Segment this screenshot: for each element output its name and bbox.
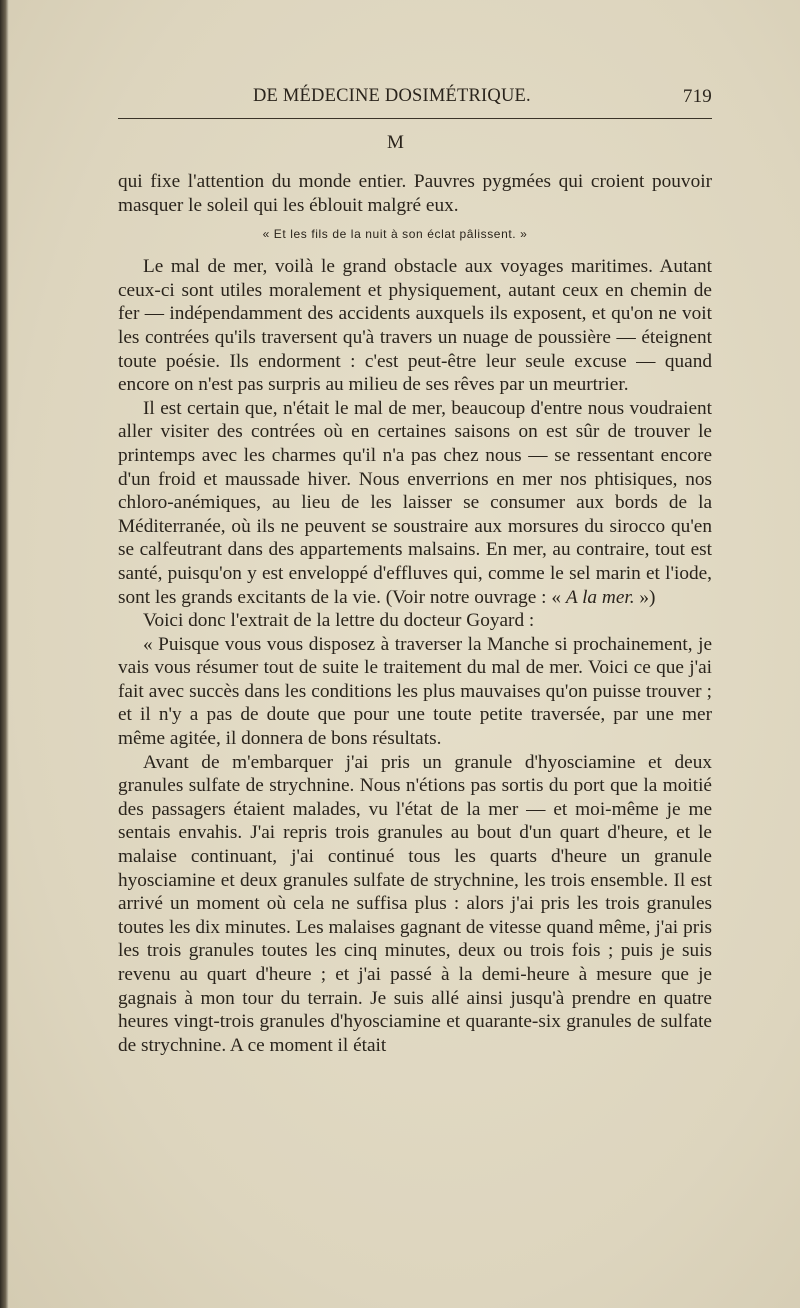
- section-letter: M: [387, 132, 405, 153]
- paragraph-certain-text: Il est certain que, n'était le mal de mer, beaucoup d'entre nous voudraient aller visiter des contrées où en certaines saisons on est sûr de trouver le printemps avec les charmes qu'il n'a pas chez nous — se ressentant encore d'un froid et maussade hiver. Nous enverrions en mer nos phtisiques, nos chloro-anémiques, au lieu de les laisser se consumer aux bords de la Méditerranée, où ils ne peuvent se soustraire aux morsures du sirocco qu'en se calfeutrant dans des appartements malsains. En mer, au contraire, tout est santé, puisqu'on y est enveloppé d'effluves qui, comme le sel marin et l'iode, sont les grands excitants de la vie. (Voir notre ouvrage : «: [118, 397, 712, 608]
- running-title: DE MÉDECINE DOSIMÉTRIQUE.: [253, 86, 531, 106]
- paragraph-letter-intro: Voici donc l'extrait de la lettre du docteur Goyard :: [143, 610, 535, 632]
- paragraph-certain-close: »): [639, 586, 656, 608]
- paragraph-mal-de-mer: Le mal de mer, voilà le grand obstacle aux voyages maritimes. Autant ceux-ci sont utiles moralement et physiquement, autant ceux en chemin de fer — indépendamment des accidents auxquels ils exposent, et qu'on ne voit les contrées qu'ils traversent qu'à travers un nuage de poussière — éteignent toute poésie. Ils endorment : c'est peut-être leur seule excuse — quand encore on n'est pas surpris au milieu de ses rêves par un meurtrier.: [118, 256, 712, 396]
- paragraph-embarquer: Avant de m'embarquer j'ai pris un granule d'hyosciamine et deux granules sulfate de strychnine. Nous n'étions pas sortis du port que la moitié des passagers étaient malades, vu l'état de la mer — et moi-même je me sentais envahis. J'ai repris trois granules au bout d'un quart d'heure, et le malaise continuant, j'ai continué tous les quarts d'heure un granule hyosciamine et deux granules sulfate de strychnine, les trois ensemble. Il est arrivé un moment où cela ne suffisa plus : alors j'ai pris les trois granules toutes les dix minutes. Les malaises gagnant de vitesse quand même, j'ai pris les trois granules toutes les cinq minutes, deux ou trois fois ; puis je suis revenu au quart d'heure ; et j'ai passé à la demi-heure à mesure que je gagnais à mon tour du terrain. Je suis allé ainsi jusqu'à prendre en quatre heures vingt-trois granules d'hyosciamine et quarante-six granules de sulfate de strychnine. A ce moment il était: [118, 751, 712, 1056]
- paragraph-certain: [118, 397, 712, 609]
- header-rule: [118, 118, 712, 119]
- paragraph-letter-start: « Puisque vous vous disposez à traverser la Manche si prochainement, je vais vous résumer tout de suite le traitement du mal de mer. Voici ce que j'ai fait avec succès dans les conditions les plus mauvaises qu'on puisse trouver ; et il n'y a pas de doute que pour une toute petite traversée, par une mer même agitée, il donnera de bons résultats.: [118, 633, 712, 750]
- page-number: 719: [682, 86, 712, 107]
- body-text: [118, 170, 712, 1057]
- paragraph-continuation: qui fixe l'attention du monde entier. Pauvres pygmées qui croient pouvoir masquer le soleil qui les éblouit malgré eux.: [118, 171, 712, 216]
- page-binding-edge: [0, 0, 9, 1308]
- running-header: [118, 86, 712, 110]
- epigraph-quote: « Et les fils de la nuit à son éclat pâlissent. »: [262, 227, 528, 242]
- book-title-reference: A la mer.: [565, 586, 635, 608]
